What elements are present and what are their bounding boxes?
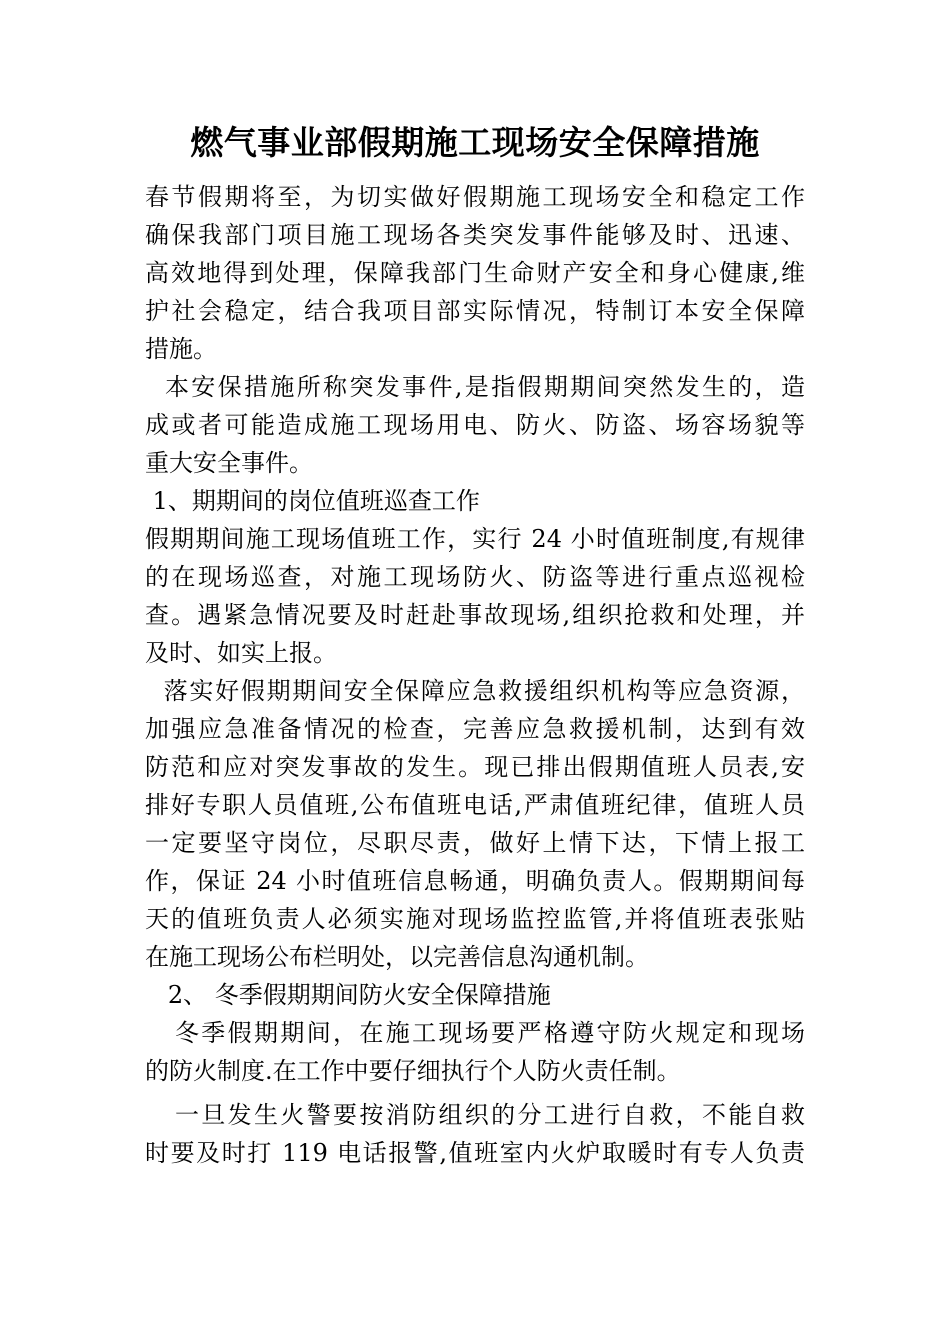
text-line: 护社会稳定，结合我项目部实际情况，特制订本安全保障 xyxy=(145,297,805,325)
text-line: 防范和应对突发事故的发生。现已排出假期值班人员表,安 xyxy=(145,753,805,781)
text-line: 重大安全事件。 xyxy=(145,449,313,477)
text-line: 冬季假期期间，在施工现场要严格遵守防火规定和现场 xyxy=(145,1019,805,1047)
section-heading-2: 2、 冬季假期期间防火安全保障措施 xyxy=(145,981,551,1009)
text-line: 措施。 xyxy=(145,335,217,363)
text-line: 时要及时打 119 电话报警,值班室内火炉取暖时有专人负责 xyxy=(145,1139,805,1167)
text-line: 作，保证 24 小时值班信息畅通，明确负责人。假期期间每 xyxy=(145,867,805,895)
text-line: 的在现场巡查，对施工现场防火、防盗等进行重点巡视检 xyxy=(145,563,805,591)
document-body xyxy=(145,178,810,1172)
text-line: 加强应急准备情况的检查，完善应急救援机制，达到有效 xyxy=(145,715,805,743)
text-line: 成或者可能造成施工现场用电、防火、防盗、场容场貌等 xyxy=(145,411,805,439)
text-line: 及时、如实上报。 xyxy=(145,639,337,667)
text-line: 春节假期将至，为切实做好假期施工现场安全和稳定工作 xyxy=(145,183,805,211)
text-line: 查。遇紧急情况要及时赶赴事故现场,组织抢救和处理，并 xyxy=(145,601,805,629)
text-line: 一旦发生火警要按消防组织的分工进行自救，不能自救 xyxy=(145,1101,805,1129)
text-line: 的防火制度.在工作中要仔细执行个人防火责任制。 xyxy=(145,1057,681,1085)
text-line: 确保我部门项目施工现场各类突发事件能够及时、迅速、 xyxy=(145,221,805,249)
text-line: 在施工现场公布栏明处，以完善信息沟通机制。 xyxy=(145,943,649,971)
text-line: 假期期间施工现场值班工作，实行 24 小时值班制度,有规律 xyxy=(145,525,805,553)
text-line: 高效地得到处理，保障我部门生命财产安全和身心健康,维 xyxy=(145,259,805,287)
section-heading-1: 1、期期间的岗位值班巡查工作 xyxy=(145,487,480,515)
text-line: 落实好假期期间安全保障应急救援组织机构等应急资源， xyxy=(145,677,805,705)
text-line: 本安保措施所称突发事件,是指假期期间突然发生的，造 xyxy=(145,373,805,401)
text-line: 排好专职人员值班,公布值班电话,严肃值班纪律，值班人员 xyxy=(145,791,805,819)
text-line: 天的值班负责人必须实施对现场监控监管,并将值班表张贴 xyxy=(145,905,805,933)
text-line: 一定要坚守岗位，尽职尽责，做好上情下达，下情上报工 xyxy=(145,829,805,857)
document-title: 燃气事业部假期施工现场安全保障措施 xyxy=(190,123,760,162)
